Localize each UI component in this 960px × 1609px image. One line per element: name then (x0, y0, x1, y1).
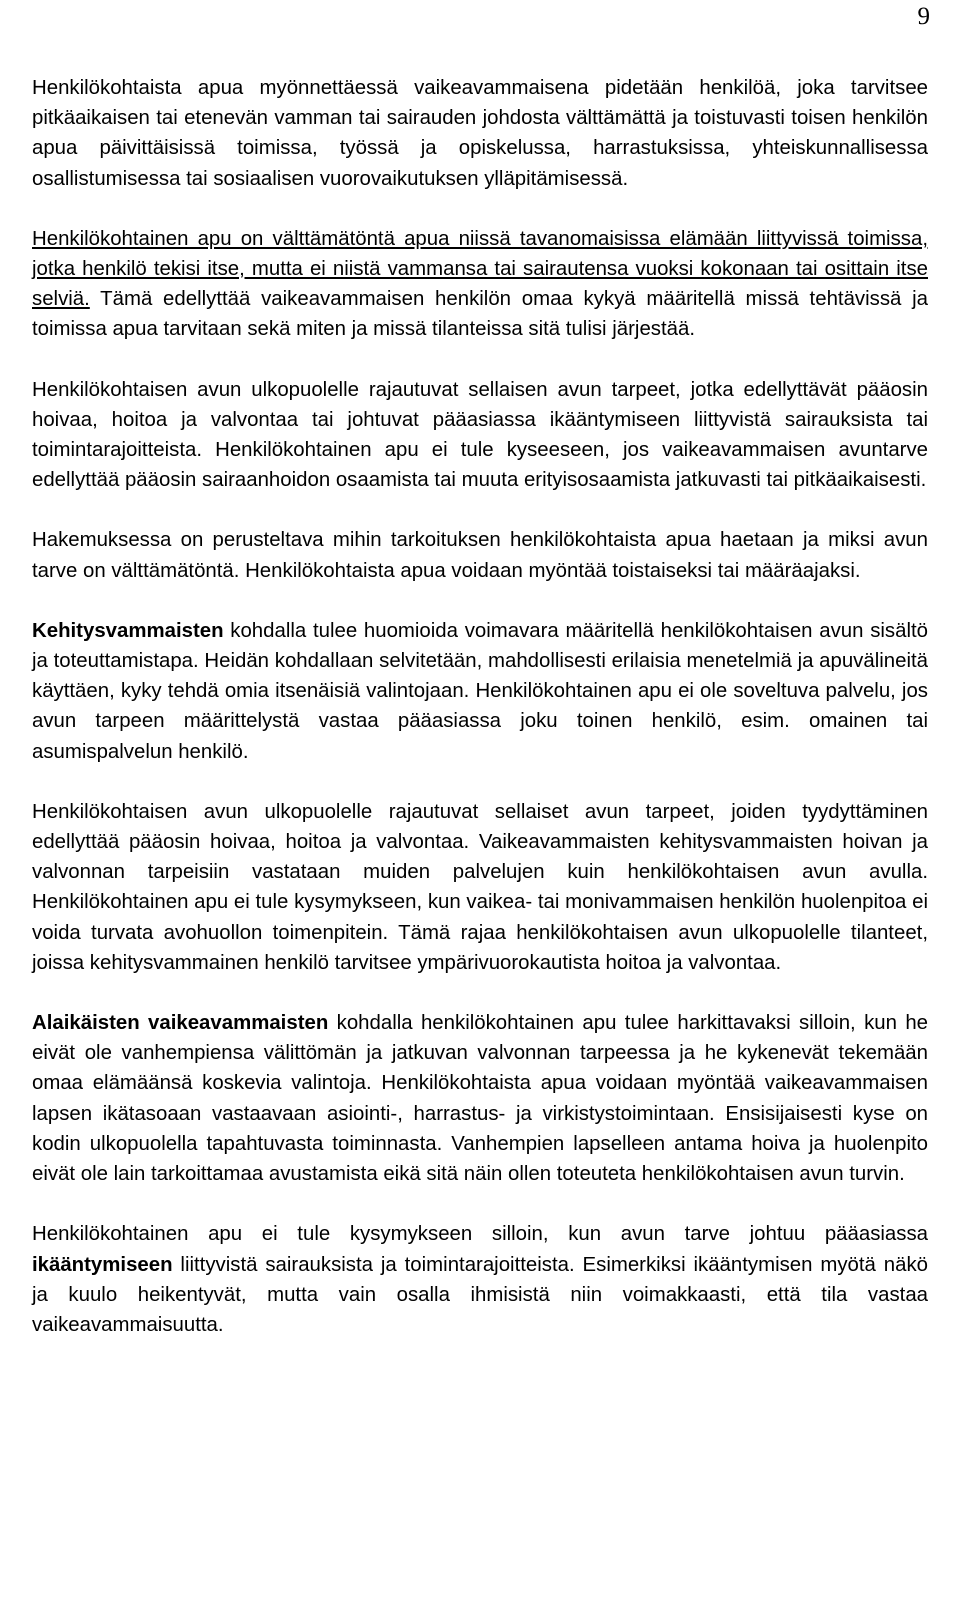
paragraph-text: Henkilökohtainen apu ei tule kysymykseen silloin, kun avun tarve johtuu pääasiassa (32, 1223, 928, 1246)
paragraph-p5 (32, 616, 928, 767)
paragraph-text: liittyvistä sairauksista ja toimintarajoitteista. Esimerkiksi ikääntymisen myötä näkö ja kuulo heikentyvät, mutta vain osalla ihmisistä niin voimakkaasti, että tila vastaa vaikeavammaisuutta. (32, 1253, 928, 1336)
paragraph-text: Henkilökohtaisen avun ulkopuolelle rajautuvat sellaiset avun tarpeet, joiden tyydyttäminen edellyttää pääosin hoivaa, hoitoa ja valvontaa. Vaikeavammaisten kehitysvammaisten hoivan ja valvonnan tarpeisiin vastataan muiden palvelujen kuin henkilökohtaisen avun avulla. Henkilökohtainen apu ei tule kysymykseen, kun vaikea- tai monivammaisen henkilön huolenpitoa ei voida turvata avohuollon toimenpitein. Tämä rajaa henkilökohtaisen avun ulkopuolelle tilanteet, joissa kehitysvammainen henkilö tarvitsee ympärivuorokautista hoitoa ja valvontaa. (32, 800, 928, 974)
paragraph-p2 (32, 224, 928, 345)
body-text (32, 73, 928, 1370)
paragraph-p7 (32, 1008, 928, 1189)
bold-term: ikääntymiseen (32, 1253, 173, 1276)
paragraph-p8 (32, 1219, 928, 1340)
underlined-text: Henkilökohtainen apu on välttämätöntä apua niissä tavanomaisissa elämään liittyvissä toimissa, jotka henkilö tekisi itse, mutta ei niistä vammansa tai sairautensa vuoksi kokonaan tai osittain itse selviä. (32, 227, 928, 311)
paragraph-p6 (32, 797, 928, 978)
page-number: 9 (917, 3, 930, 30)
paragraph-text: Henkilökohtaisen avun ulkopuolelle rajautuvat sellaisen avun tarpeet, jotka edellyttävät pääosin hoivaa, hoitoa ja valvontaa tai johtuvat pääasiassa ikääntymiseen liittyvistä sairauksista tai toimintarajoitteista. Henkilökohtainen apu ei tule kyseeseen, jos vaikeavammaisen avuntarve edellyttää pääosin sairaanhoidon osaamista tai muuta erityisosaamista jatkuvasti tai pitkäaikaisesti. (32, 378, 928, 492)
bold-term: Alaikäisten vaikeavammaisten (32, 1012, 329, 1035)
paragraph-text: kohdalla tulee huomioida voimavara määritellä henkilökohtaisen avun sisältö ja toteuttamistapa. Heidän kohdallaan selvitetään, mahdollisesti erilaisia menetelmiä ja apuvälineitä käyttäen, kyky tehdä omia itsenäisiä valintojaan. Henkilökohtainen apu ei ole soveltuva palvelu, jos avun tarpeen määrittelystä vastaa pääasiassa joku toinen henkilö, esim. omainen tai asumispalvelun henkilö. (32, 619, 928, 763)
paragraph-text: Hakemuksessa on perusteltava mihin tarkoituksen henkilökohtaista apua haetaan ja miksi avun tarve on välttämätöntä. Henkilökohtaista apua voidaan myöntää toistaiseksi tai määräajaksi. (32, 529, 928, 582)
paragraph-p3 (32, 375, 928, 496)
paragraph-p1 (32, 73, 928, 194)
paragraph-text: kohdalla henkilökohtainen apu tulee harkittavaksi silloin, kun he eivät ole vanhempiensa välittömän ja jatkuvan valvonnan tarpeessa ja he kykenevät tekemään omaa elämäänsä koskevia valintoja. Henkilökohtaista apua voidaan myöntää vaikeavammaisen lapsen ikätasoaan vastaavaan asiointi-, harrastus- ja virkistystoimintaan. Ensisijaisesti kyse on kodin ulkopuolella tapahtuvasta toiminnasta. Vanhempien lapselleen antama hoiva ja huolenpito eivät ole lain tarkoittamaa avustamista eikä sitä näin ollen toteuteta henkilökohtaisen avun turvin. (32, 1012, 928, 1186)
paragraph-p4 (32, 525, 928, 585)
bold-term: Kehitysvammaisten (32, 619, 224, 642)
paragraph-text: Tämä edellyttää vaikeavammaisen henkilön omaa kykyä määritellä missä tehtävissä ja toimissa apua tarvitaan sekä miten ja missä tilanteissa sitä tulisi järjestää. (32, 288, 928, 341)
paragraph-text: Henkilökohtaista apua myönnettäessä vaikeavammaisena pidetään henkilöä, joka tarvitsee pitkäaikaisen tai etenevän vamman tai sairauden johdosta välttämättä ja toistuvasti toisen henkilön apua päivittäisissä toimissa, työssä ja opiskelussa, harrastuksissa, yhteiskunnallisessa osallistumisessa tai sosiaalisen vuorovaikutuksen ylläpitämisessä. (32, 77, 928, 190)
